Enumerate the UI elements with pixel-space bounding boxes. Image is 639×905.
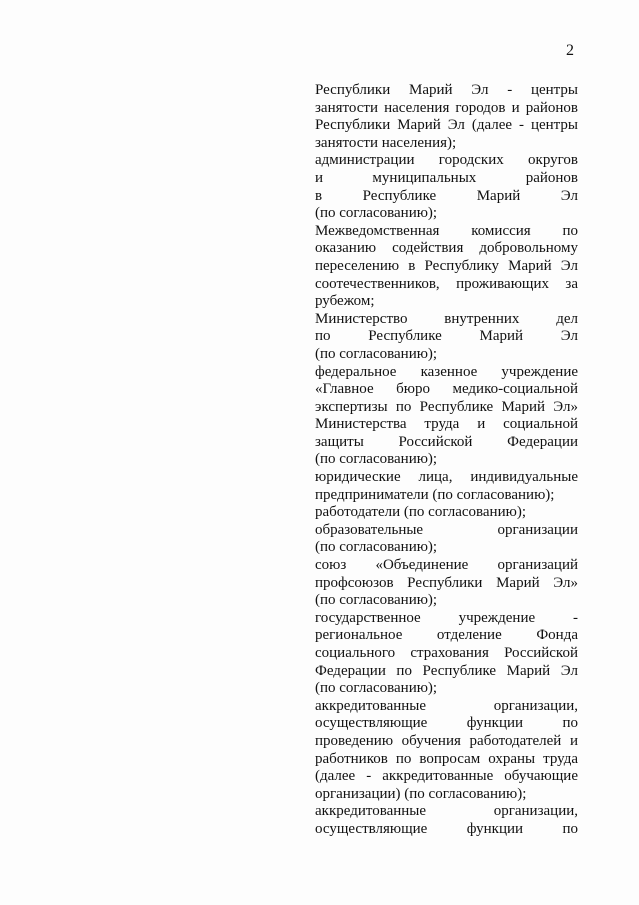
text-line: экспертизы по Республике Марий Эл»: [315, 398, 578, 415]
text-line: «Главное бюро медико-социальной: [315, 381, 578, 398]
text-line: (по согласованию);: [315, 205, 438, 222]
text-line: профсоюзов Республики Марий Эл»: [315, 574, 578, 591]
text-line: Межведомственная комиссия по: [315, 222, 578, 239]
text-line: образовательные организации: [315, 521, 578, 538]
text-line: Республики Марий Эл (далее - центры: [315, 117, 578, 134]
text-line: (по согласованию);: [315, 680, 438, 697]
text-line: (по согласованию);: [315, 451, 438, 468]
text-line: осуществляющие функции по: [315, 820, 578, 837]
text-line: Республики Марий Эл - центры: [315, 82, 578, 98]
text-line: Федерации по Республике Марий Эл: [315, 662, 578, 679]
body-text: [315, 82, 578, 839]
text-line: Министерства труда и социальной: [315, 416, 578, 433]
text-line: рубежом;: [315, 293, 375, 310]
text-line: (далее - аккредитованные обучающие: [315, 768, 578, 785]
text-line: занятости населения);: [315, 134, 457, 151]
text-line: аккредитованные организации,: [315, 803, 578, 820]
text-line: союз «Объединение организаций: [315, 557, 578, 574]
page-number: 2: [566, 42, 574, 59]
text-line: организации) (по согласованию);: [315, 785, 527, 802]
text-line: и муниципальных районов: [315, 169, 578, 186]
text-line: Министерство внутренних дел: [315, 310, 578, 327]
text-line: соотечественников, проживающих за: [315, 275, 578, 292]
text-line: занятости населения городов и районов: [315, 99, 578, 116]
text-line: региональное отделение Фонда: [315, 627, 578, 644]
text-line: администрации городских округов: [315, 152, 578, 169]
text-line: социального страхования Российской: [315, 645, 578, 661]
text-line: (по согласованию);: [315, 592, 438, 609]
text-line: работодатели (по согласованию);: [315, 504, 526, 521]
text-line: проведению обучения работодателей и: [315, 732, 578, 749]
text-line: федеральное казенное учреждение: [315, 363, 578, 380]
text-line: аккредитованные организации,: [315, 697, 578, 714]
text-line: государственное учреждение -: [315, 609, 578, 626]
text-line: (по согласованию);: [315, 539, 438, 556]
text-line: (по согласованию);: [315, 345, 438, 362]
text-line: работников по вопросам охраны труда: [315, 750, 578, 767]
text-line: юридические лица, индивидуальные: [315, 469, 578, 486]
text-line: переселению в Республику Марий Эл: [315, 257, 578, 274]
text-line: защиты Российской Федерации: [315, 433, 578, 450]
text-line: по Республике Марий Эл: [315, 328, 578, 345]
text-line: в Республике Марий Эл: [315, 187, 578, 204]
text-line: осуществляющие функции по: [315, 715, 578, 732]
text-line: оказанию содействия добровольному: [315, 240, 578, 257]
text-line: предприниматели (по согласованию);: [315, 486, 555, 503]
